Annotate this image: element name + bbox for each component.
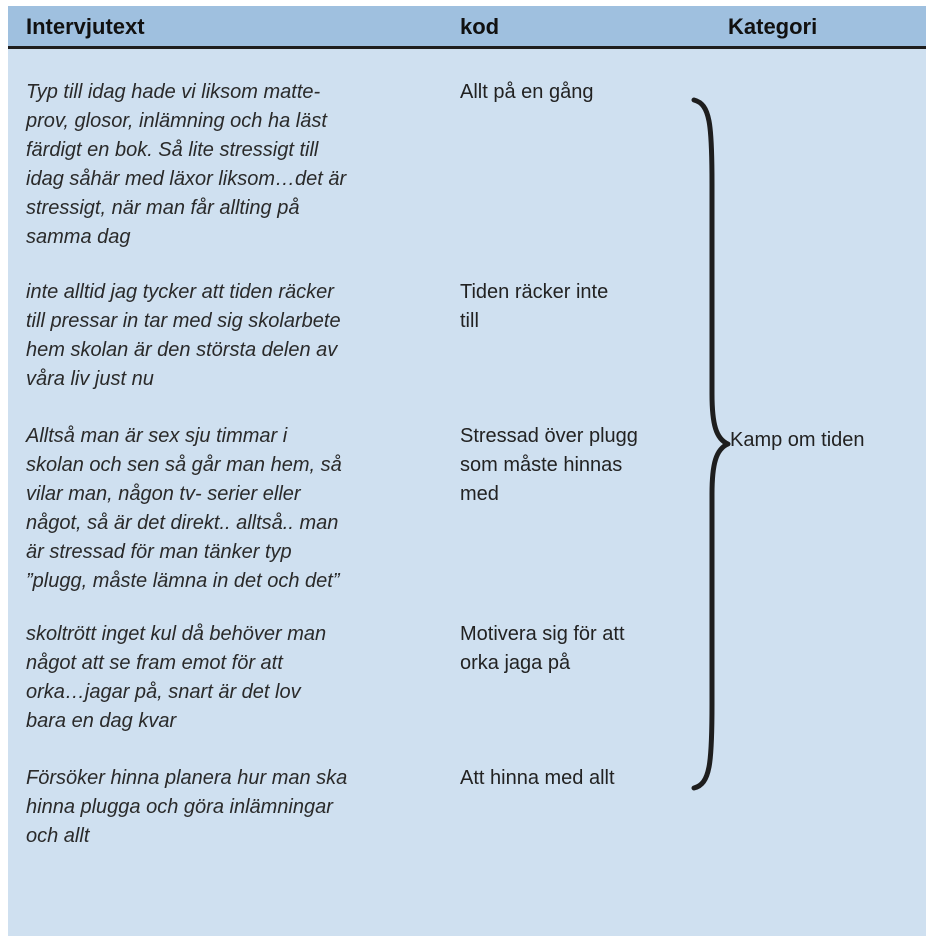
header-intervjutext: Intervjutext [26,14,145,39]
header-kategori: Kategori [728,14,818,39]
category-label: Kamp om tiden [730,429,865,451]
table-header [8,6,926,49]
code-1: Allt på en gång [460,81,594,103]
code-4: Motivera sig för att orka jaga på [460,623,625,674]
header-kod: kod [460,14,500,39]
quote-3: Alltså man är sex sju timmar i skolan och sen så går man hem, så vilar man, någon tv- serier eller något, så är det direkt.. alltså.. man är stressad för man tänker typ ”plugg, måste lämna in det och det” [26,425,342,592]
quote-2: inte alltid jag tycker att tiden räcker till pressar in tar med sig skolarbete hem skolan är den största delen av våra liv just nu [26,281,341,390]
code-2: Tiden räcker inte till [460,281,609,332]
code-3: Stressad över plugg som måste hinnas med [460,425,638,505]
curly-brace-icon [688,94,732,794]
quote-4: skoltrött inget kul då behöver man något att se fram emot för att orka…jagar på, snart är det lov bara en dag kvar [26,623,327,732]
code-5: Att hinna med allt [460,767,615,789]
quote-5: Försöker hinna planera hur man ska hinna plugga och göra inlämningar och allt [26,767,348,847]
coding-table [8,6,926,936]
quote-1: Typ till idag hade vi liksom matte- prov, glosor, inlämning och ha läst färdigt en bok. Så lite stressigt till idag såhär med läxor liksom…det är stressigt, när man får allting på samma dag [26,81,347,248]
